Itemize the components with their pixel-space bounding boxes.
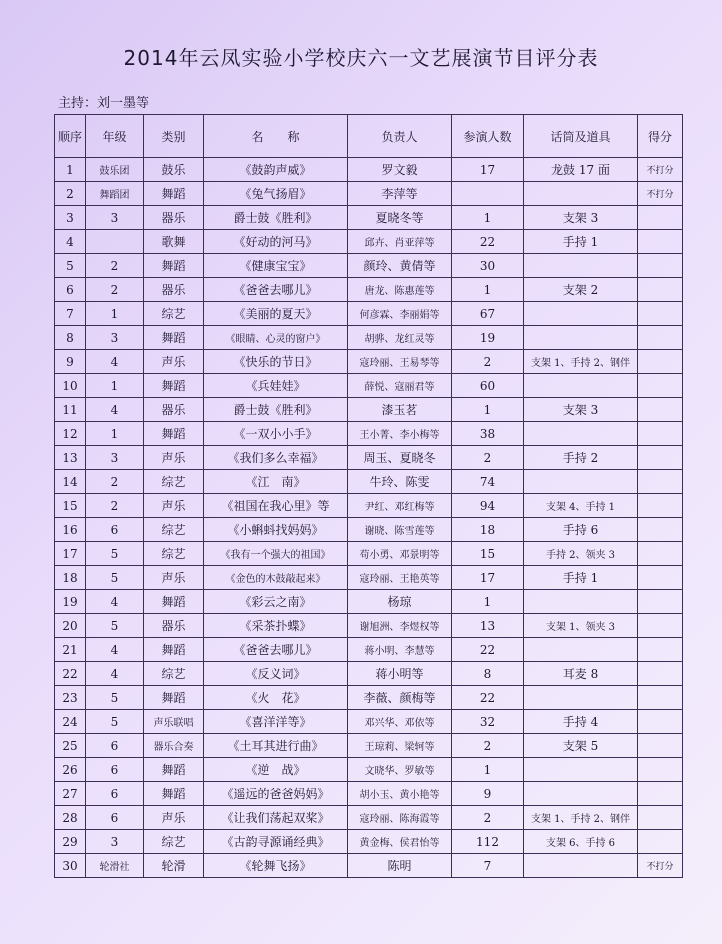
cell-grade: 1 [86, 422, 144, 446]
cell-grade: 轮滑社 [86, 854, 144, 878]
cell-grade: 2 [86, 278, 144, 302]
table-row [55, 182, 683, 206]
cell-category: 声乐 [144, 446, 204, 470]
cell-grade: 4 [86, 590, 144, 614]
cell-name: 《鼓韵声威》 [204, 158, 348, 182]
cell-score [638, 566, 683, 590]
col-header-count: 参演人数 [452, 115, 524, 158]
cell-name: 《火 花》 [204, 686, 348, 710]
cell-owner: 唐龙、陈惠莲等 [348, 278, 452, 302]
cell-order: 29 [55, 830, 86, 854]
cell-score: 不打分 [638, 854, 683, 878]
cell-name: 《兵娃娃》 [204, 374, 348, 398]
cell-owner: 寇玲丽、陈海霞等 [348, 806, 452, 830]
cell-props [524, 302, 638, 326]
table-row [55, 302, 683, 326]
cell-props: 手持 1 [524, 230, 638, 254]
cell-score [638, 830, 683, 854]
cell-order: 17 [55, 542, 86, 566]
cell-score [638, 398, 683, 422]
cell-owner: 李薇、颜梅等 [348, 686, 452, 710]
cell-count: 112 [452, 830, 524, 854]
cell-props: 支架 1、手持 2、钢伴 [524, 806, 638, 830]
cell-category: 器乐 [144, 398, 204, 422]
cell-grade: 5 [86, 710, 144, 734]
cell-category: 舞蹈 [144, 374, 204, 398]
cell-order: 2 [55, 182, 86, 206]
cell-name: 《金色的木鼓敲起来》 [204, 566, 348, 590]
cell-count: 30 [452, 254, 524, 278]
cell-owner: 颜玲、黄倩等 [348, 254, 452, 278]
cell-category: 声乐 [144, 806, 204, 830]
cell-grade: 2 [86, 470, 144, 494]
cell-name: 《古韵寻源诵经典》 [204, 830, 348, 854]
cell-score [638, 350, 683, 374]
cell-score [638, 686, 683, 710]
cell-order: 22 [55, 662, 86, 686]
cell-name: 《健康宝宝》 [204, 254, 348, 278]
cell-props [524, 470, 638, 494]
cell-category: 舞蹈 [144, 686, 204, 710]
score-table [54, 114, 683, 878]
cell-grade: 鼓乐团 [86, 158, 144, 182]
cell-props: 手持 2、领夹 3 [524, 542, 638, 566]
cell-props [524, 854, 638, 878]
cell-order: 13 [55, 446, 86, 470]
cell-score [638, 494, 683, 518]
table-row [55, 758, 683, 782]
cell-order: 18 [55, 566, 86, 590]
cell-category: 声乐 [144, 566, 204, 590]
cell-props: 支架 3 [524, 206, 638, 230]
cell-props [524, 686, 638, 710]
cell-score: 不打分 [638, 158, 683, 182]
cell-props: 支架 1、领夹 3 [524, 614, 638, 638]
cell-category: 轮滑 [144, 854, 204, 878]
cell-count: 8 [452, 662, 524, 686]
document-title: 2014年云凤实验小学校庆六一文艺展演节目评分表 [123, 46, 599, 70]
cell-count: 67 [452, 302, 524, 326]
col-header-order: 顺序 [55, 115, 86, 158]
cell-grade: 4 [86, 398, 144, 422]
col-header-category: 类别 [144, 115, 204, 158]
cell-props [524, 182, 638, 206]
cell-grade: 5 [86, 542, 144, 566]
cell-order: 20 [55, 614, 86, 638]
cell-grade: 4 [86, 350, 144, 374]
cell-props: 手持 2 [524, 446, 638, 470]
cell-order: 15 [55, 494, 86, 518]
cell-props: 支架 2 [524, 278, 638, 302]
cell-order: 28 [55, 806, 86, 830]
cell-props: 耳麦 8 [524, 662, 638, 686]
cell-category: 器乐 [144, 206, 204, 230]
table-row [55, 374, 683, 398]
cell-grade: 2 [86, 254, 144, 278]
cell-score [638, 518, 683, 542]
cell-owner: 尹红、邓红梅等 [348, 494, 452, 518]
cell-category: 综艺 [144, 518, 204, 542]
cell-grade: 6 [86, 734, 144, 758]
cell-owner: 谢旭洲、李煜权等 [348, 614, 452, 638]
cell-grade [86, 230, 144, 254]
cell-owner: 李萍等 [348, 182, 452, 206]
table-row [55, 710, 683, 734]
cell-count [452, 182, 524, 206]
cell-order: 23 [55, 686, 86, 710]
cell-score [638, 782, 683, 806]
cell-owner: 胡小玉、黄小艳等 [348, 782, 452, 806]
table-row [55, 542, 683, 566]
cell-count: 1 [452, 758, 524, 782]
cell-owner: 薛悦、寇丽君等 [348, 374, 452, 398]
cell-grade: 4 [86, 662, 144, 686]
cell-name: 《遥远的爸爸妈妈》 [204, 782, 348, 806]
cell-count: 74 [452, 470, 524, 494]
cell-order: 4 [55, 230, 86, 254]
cell-grade: 3 [86, 446, 144, 470]
table-row [55, 614, 683, 638]
cell-name: 《采茶扑蝶》 [204, 614, 348, 638]
table-row [55, 254, 683, 278]
cell-order: 7 [55, 302, 86, 326]
cell-name: 《小蝌蚪找妈妈》 [204, 518, 348, 542]
cell-category: 声乐 [144, 494, 204, 518]
cell-owner: 文晓华、罗敏等 [348, 758, 452, 782]
cell-count: 2 [452, 446, 524, 470]
cell-name: 爵士鼓《胜利》 [204, 206, 348, 230]
cell-owner: 夏晓冬等 [348, 206, 452, 230]
table-row [55, 350, 683, 374]
cell-count: 19 [452, 326, 524, 350]
cell-count: 17 [452, 158, 524, 182]
cell-count: 2 [452, 350, 524, 374]
cell-count: 1 [452, 590, 524, 614]
cell-grade: 2 [86, 494, 144, 518]
table-row [55, 230, 683, 254]
cell-name: 《我有一个强大的祖国》 [204, 542, 348, 566]
cell-name: 爵士鼓《胜利》 [204, 398, 348, 422]
cell-name: 《土耳其进行曲》 [204, 734, 348, 758]
table-row [55, 734, 683, 758]
cell-category: 舞蹈 [144, 758, 204, 782]
cell-grade: 3 [86, 830, 144, 854]
cell-grade: 1 [86, 302, 144, 326]
cell-category: 舞蹈 [144, 638, 204, 662]
cell-owner: 王琼莉、梁轲等 [348, 734, 452, 758]
cell-grade: 1 [86, 374, 144, 398]
cell-category: 综艺 [144, 662, 204, 686]
cell-order: 16 [55, 518, 86, 542]
cell-count: 32 [452, 710, 524, 734]
cell-owner: 蒋小明等 [348, 662, 452, 686]
cell-score [638, 662, 683, 686]
cell-name: 《彩云之南》 [204, 590, 348, 614]
cell-order: 5 [55, 254, 86, 278]
table-row [55, 158, 683, 182]
table-row [55, 830, 683, 854]
cell-order: 25 [55, 734, 86, 758]
cell-order: 1 [55, 158, 86, 182]
cell-category: 器乐 [144, 614, 204, 638]
cell-owner: 黄金梅、侯君怡等 [348, 830, 452, 854]
cell-order: 24 [55, 710, 86, 734]
cell-count: 22 [452, 230, 524, 254]
table-row [55, 806, 683, 830]
cell-props: 支架 1、手持 2、钢伴 [524, 350, 638, 374]
table-row [55, 422, 683, 446]
cell-owner: 邱卉、肖亚萍等 [348, 230, 452, 254]
cell-score [638, 278, 683, 302]
cell-props: 手持 6 [524, 518, 638, 542]
cell-count: 1 [452, 278, 524, 302]
cell-owner: 杨琼 [348, 590, 452, 614]
cell-score [638, 470, 683, 494]
table-row [55, 446, 683, 470]
cell-name: 《爸爸去哪儿》 [204, 278, 348, 302]
cell-owner: 谢晓、陈雪莲等 [348, 518, 452, 542]
cell-category: 鼓乐 [144, 158, 204, 182]
cell-grade: 4 [86, 638, 144, 662]
cell-name: 《让我们荡起双桨》 [204, 806, 348, 830]
cell-owner: 何彦霖、李丽娟等 [348, 302, 452, 326]
cell-score [638, 542, 683, 566]
cell-owner: 罗文毅 [348, 158, 452, 182]
cell-name: 《反义词》 [204, 662, 348, 686]
cell-grade: 5 [86, 686, 144, 710]
cell-owner: 胡骅、龙红灵等 [348, 326, 452, 350]
cell-name: 《逆 战》 [204, 758, 348, 782]
cell-name: 《祖国在我心里》等 [204, 494, 348, 518]
cell-order: 6 [55, 278, 86, 302]
col-header-grade: 年级 [86, 115, 144, 158]
col-header-name: 名 称 [204, 115, 348, 158]
cell-order: 21 [55, 638, 86, 662]
cell-props: 支架 3 [524, 398, 638, 422]
cell-name: 《好动的河马》 [204, 230, 348, 254]
cell-category: 舞蹈 [144, 590, 204, 614]
cell-order: 19 [55, 590, 86, 614]
cell-count: 94 [452, 494, 524, 518]
cell-count: 22 [452, 686, 524, 710]
cell-count: 2 [452, 806, 524, 830]
cell-order: 3 [55, 206, 86, 230]
cell-grade: 5 [86, 614, 144, 638]
table-row [55, 638, 683, 662]
cell-owner: 蒋小明、李慧等 [348, 638, 452, 662]
cell-category: 舞蹈 [144, 182, 204, 206]
cell-grade: 3 [86, 206, 144, 230]
cell-props [524, 326, 638, 350]
cell-score [638, 590, 683, 614]
cell-owner: 漆玉茗 [348, 398, 452, 422]
cell-category: 舞蹈 [144, 254, 204, 278]
cell-count: 1 [452, 206, 524, 230]
table-row [55, 662, 683, 686]
cell-name: 《爸爸去哪儿》 [204, 638, 348, 662]
cell-count: 22 [452, 638, 524, 662]
cell-grade: 6 [86, 518, 144, 542]
cell-order: 8 [55, 326, 86, 350]
cell-owner: 苟小勇、邓景明等 [348, 542, 452, 566]
cell-name: 《轮舞飞扬》 [204, 854, 348, 878]
cell-score [638, 638, 683, 662]
cell-count: 15 [452, 542, 524, 566]
cell-score [638, 710, 683, 734]
cell-count: 2 [452, 734, 524, 758]
cell-score [638, 446, 683, 470]
table-row [55, 278, 683, 302]
col-header-score: 得分 [638, 115, 683, 158]
cell-props [524, 254, 638, 278]
cell-props: 龙鼓 17 面 [524, 158, 638, 182]
cell-score [638, 374, 683, 398]
host-line: 主持：刘一墨等 [58, 96, 150, 111]
cell-owner: 邓兴华、邓依等 [348, 710, 452, 734]
cell-props: 支架 6、手持 6 [524, 830, 638, 854]
cell-grade: 6 [86, 806, 144, 830]
table-row [55, 686, 683, 710]
table-row [55, 782, 683, 806]
cell-name: 《喜洋洋等》 [204, 710, 348, 734]
cell-category: 综艺 [144, 470, 204, 494]
cell-owner: 陈明 [348, 854, 452, 878]
cell-order: 11 [55, 398, 86, 422]
cell-score [638, 302, 683, 326]
cell-name: 《一双小小手》 [204, 422, 348, 446]
cell-owner: 牛玲、陈雯 [348, 470, 452, 494]
cell-score [638, 326, 683, 350]
table-row [55, 494, 683, 518]
cell-props: 手持 4 [524, 710, 638, 734]
cell-props: 支架 5 [524, 734, 638, 758]
cell-order: 26 [55, 758, 86, 782]
table-row [55, 470, 683, 494]
cell-name: 《江 南》 [204, 470, 348, 494]
cell-order: 27 [55, 782, 86, 806]
col-header-props: 话筒及道具 [524, 115, 638, 158]
cell-grade: 6 [86, 758, 144, 782]
table-row [55, 854, 683, 878]
cell-category: 综艺 [144, 542, 204, 566]
table-row [55, 566, 683, 590]
table-row [55, 518, 683, 542]
cell-score [638, 254, 683, 278]
cell-category: 综艺 [144, 302, 204, 326]
cell-order: 14 [55, 470, 86, 494]
col-header-owner: 负责人 [348, 115, 452, 158]
cell-score: 不打分 [638, 182, 683, 206]
cell-props [524, 422, 638, 446]
cell-name: 《美丽的夏天》 [204, 302, 348, 326]
cell-props [524, 590, 638, 614]
cell-count: 7 [452, 854, 524, 878]
cell-owner: 周玉、夏晓冬 [348, 446, 452, 470]
cell-name: 《兔气扬眉》 [204, 182, 348, 206]
cell-props [524, 374, 638, 398]
cell-name: 《我们多么幸福》 [204, 446, 348, 470]
cell-category: 舞蹈 [144, 326, 204, 350]
cell-count: 60 [452, 374, 524, 398]
cell-score [638, 614, 683, 638]
table-row [55, 326, 683, 350]
table-row [55, 590, 683, 614]
cell-owner: 寇玲丽、王易琴等 [348, 350, 452, 374]
cell-score [638, 206, 683, 230]
cell-grade: 舞蹈团 [86, 182, 144, 206]
cell-score [638, 758, 683, 782]
header-row [55, 115, 683, 158]
cell-category: 综艺 [144, 830, 204, 854]
cell-props [524, 782, 638, 806]
cell-category: 声乐联唱 [144, 710, 204, 734]
cell-props: 手持 1 [524, 566, 638, 590]
cell-score [638, 422, 683, 446]
cell-category: 舞蹈 [144, 422, 204, 446]
cell-owner: 寇玲丽、王艳英等 [348, 566, 452, 590]
cell-order: 9 [55, 350, 86, 374]
cell-category: 歌舞 [144, 230, 204, 254]
cell-props: 支架 4、手持 1 [524, 494, 638, 518]
table-row [55, 206, 683, 230]
cell-count: 18 [452, 518, 524, 542]
cell-score [638, 734, 683, 758]
cell-category: 声乐 [144, 350, 204, 374]
table-body [55, 158, 683, 878]
cell-grade: 3 [86, 326, 144, 350]
cell-name: 《眼睛、心灵的窗户》 [204, 326, 348, 350]
cell-order: 30 [55, 854, 86, 878]
cell-score [638, 230, 683, 254]
cell-count: 38 [452, 422, 524, 446]
cell-grade: 5 [86, 566, 144, 590]
table-row [55, 398, 683, 422]
cell-count: 13 [452, 614, 524, 638]
cell-count: 9 [452, 782, 524, 806]
cell-order: 10 [55, 374, 86, 398]
cell-category: 舞蹈 [144, 782, 204, 806]
cell-count: 1 [452, 398, 524, 422]
cell-order: 12 [55, 422, 86, 446]
cell-props [524, 758, 638, 782]
cell-category: 器乐合奏 [144, 734, 204, 758]
cell-score [638, 806, 683, 830]
cell-grade: 6 [86, 782, 144, 806]
cell-count: 17 [452, 566, 524, 590]
cell-category: 器乐 [144, 278, 204, 302]
cell-name: 《快乐的节日》 [204, 350, 348, 374]
cell-owner: 王小菁、李小梅等 [348, 422, 452, 446]
cell-props [524, 638, 638, 662]
